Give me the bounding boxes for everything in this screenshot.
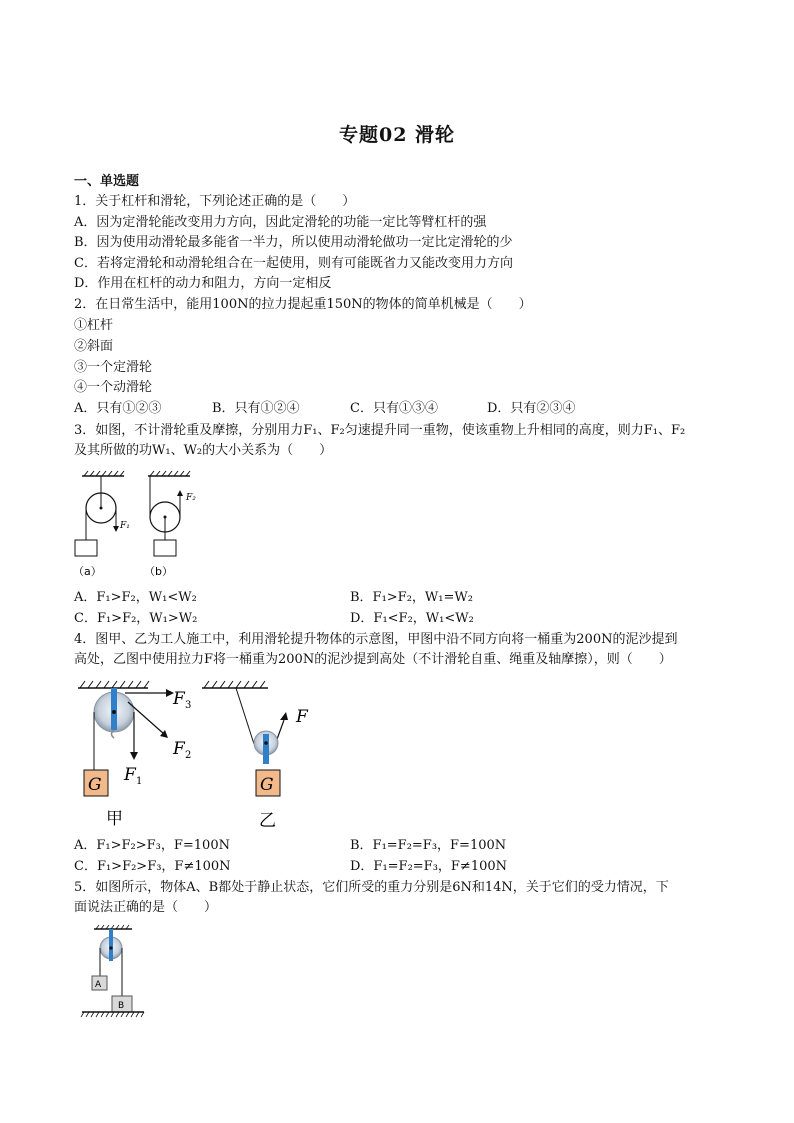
axle-yi: [264, 741, 268, 745]
ceiling-hatch-yi: [204, 681, 265, 688]
weight-b: [154, 540, 176, 556]
label-block-b: B: [118, 1001, 125, 1011]
q5-stem-line2: 面说法正确的是（ ）: [74, 900, 218, 915]
q3-stem-line1: 3．如图，不计滑轮重及摩擦，分别用力F₁、F₂匀速提升同一重物，使该重物上升相同的高度，则力F₁、F₂: [74, 423, 686, 438]
q4-option-a: A．F₁>F₂>F₃，F=100N: [74, 838, 230, 853]
q3-option-b: B．F₁>F₂，W₁=W₂: [350, 590, 473, 605]
bracket-jia: [111, 688, 117, 730]
label-g-jia: G: [88, 775, 102, 795]
q2-option-c: C．只有①③④: [350, 401, 438, 416]
q2-stem: 2．在日常生活中，能用100N的拉力提起重150N的物体的简单机械是（ ）: [74, 297, 532, 312]
arrow-f1: [113, 526, 119, 532]
q2-item: ④一个动滑轮: [74, 380, 153, 395]
q4-stem-line1: 4．图甲、乙为工人施工中，利用滑轮提升物体的示意图，甲图中沿不同方向将一桶重为200N的泥沙提到: [74, 632, 678, 647]
label-f3: F: [173, 689, 185, 709]
arrow-f1: [130, 752, 138, 760]
q2-item: ①杠杆: [74, 318, 114, 333]
bracket-yi: [263, 734, 269, 764]
label-f2-sub: 2: [185, 750, 192, 761]
label-f3-sub: 3: [185, 700, 192, 711]
label-f: F: [296, 707, 308, 727]
label-yi: 乙: [259, 811, 276, 831]
weight-a: [75, 540, 97, 556]
q3-option-c: C．F₁>F₂，W₁>W₂: [74, 611, 198, 626]
q1-stem: 1．关于杠杆和滑轮，下列论述正确的是（ ）: [74, 194, 356, 209]
arrow-f: [280, 712, 288, 720]
q3-figure: [70, 470, 220, 582]
q3-stem-line2: 及其所做的功W₁、W₂的大小关系为（ ）: [74, 443, 333, 458]
section-heading: 一、单选题: [74, 174, 140, 189]
q3-option-d: D．F₁<F₂，W₁<W₂: [350, 611, 474, 626]
q1-option-b: B．因为使用动滑轮最多能省一半力，所以使用动滑轮做功一定比定滑轮的少: [74, 235, 513, 250]
q1-option-a: A．因为定滑轮能改变用力方向，因此定滑轮的功能一定比等臂杠杆的强: [74, 215, 487, 230]
q2-option-a: A．只有①②③: [74, 401, 162, 416]
q1-option-c: C．若将定滑轮和动滑轮组合在一起使用，则有可能既省力又能改变用力方向: [74, 256, 513, 271]
ceiling-hatch-jia: [80, 681, 149, 688]
label-f2: F: [173, 739, 185, 759]
hook-jia: [112, 730, 115, 738]
label-f2: F₂: [186, 493, 196, 503]
label-f1: F: [124, 765, 136, 785]
q5-stem-line1: 5．如图所示，物体A、B都处于静止状态，它们所受的重力分别是6N和14N，关于它们的受力情况，下: [74, 880, 669, 895]
bracket-q5: [109, 929, 113, 961]
q4-stem-line2: 高处，乙图中使用拉力F将一桶重为200N的泥沙提到高处（不计滑轮自重、绳重及轴摩擦），则（ ）: [74, 652, 672, 667]
q2-item: ③一个定滑轮: [74, 360, 153, 375]
page-title: 专题02 滑轮: [338, 124, 456, 146]
q1-option-d: D．作用在杠杆的动力和阻力，方向一定相反: [74, 276, 332, 291]
label-f1: F₁: [120, 521, 130, 531]
label-jia: 甲: [106, 809, 123, 829]
rope-yi-left: [236, 688, 254, 744]
label-g-yi: G: [260, 775, 274, 795]
q5-figure: [78, 924, 148, 1022]
q4-figure: [70, 676, 330, 831]
label-fig-b: （b）: [144, 565, 173, 578]
axle-jia: [112, 710, 116, 714]
q2-option-d: D．只有②③④: [487, 401, 576, 416]
q3-option-a: A．F₁>F₂，W₁<W₂: [74, 590, 197, 605]
q4-option-b: B．F₁=F₂=F₃，F=100N: [350, 838, 507, 853]
axle-q5: [109, 946, 112, 949]
q2-option-b: B．只有①②④: [212, 401, 300, 416]
q4-option-c: C．F₁>F₂>F₃，F≠100N: [74, 859, 231, 874]
label-block-a: A: [95, 980, 102, 990]
q4-option-d: D．F₁=F₂=F₃，F≠100N: [350, 859, 508, 874]
label-f1-sub: 1: [136, 776, 143, 787]
q2-item: ②斜面: [74, 339, 114, 354]
pulley-axle-a: [100, 507, 103, 510]
arrow-f2: [177, 490, 183, 496]
label-fig-a: （a）: [73, 565, 102, 578]
